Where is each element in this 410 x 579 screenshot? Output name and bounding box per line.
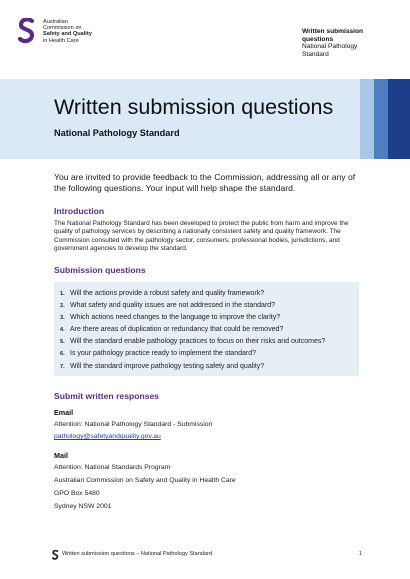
org-line: Safety and Quality bbox=[43, 31, 92, 38]
question-text: Which actions need changes to the language to improve the clarity? bbox=[70, 314, 281, 322]
banner-stripe-mid bbox=[374, 79, 388, 159]
email-attention: Attention: National Pathology Standard - Submission bbox=[54, 421, 213, 428]
question-item bbox=[60, 336, 325, 348]
question-item bbox=[60, 361, 325, 373]
introduction-text: The National Pathology Standard has been developed to protect the public from harm and improve the quality of pathology services by describing a nationally consistent safety and quality framework. The Commission consulted with the pathology sector, consumers, professional bodies, jurisdictions, and government agencies to develop the standard. bbox=[54, 220, 349, 253]
question-number: 6. bbox=[60, 351, 65, 358]
org-line: in Health Care bbox=[43, 37, 79, 44]
header-doc-title bbox=[302, 28, 363, 58]
mail-line: Attention: National Standards Program bbox=[54, 464, 171, 471]
question-item bbox=[60, 324, 325, 336]
question-number: 1. bbox=[60, 291, 65, 297]
question-text: What safety and quality issues are not addressed in the standard? bbox=[70, 302, 276, 310]
question-item bbox=[60, 312, 325, 324]
questions-box bbox=[54, 282, 359, 376]
header-title-line: Written submission bbox=[302, 28, 364, 35]
question-number: 7. bbox=[60, 363, 65, 370]
mail-line: Sydney NSW 2001 bbox=[54, 503, 112, 510]
question-item bbox=[60, 288, 325, 300]
org-name bbox=[43, 19, 92, 44]
mail-line: GPO Box 5480 bbox=[54, 490, 100, 497]
email-label: Email bbox=[54, 408, 74, 417]
question-number: 2. bbox=[60, 303, 65, 310]
question-text: Is your pathology practice ready to implement the standard? bbox=[70, 350, 256, 358]
mail-label: Mail bbox=[54, 451, 68, 460]
org-line: Australian bbox=[43, 19, 68, 25]
question-text: Are there areas of duplication or redundancy that could be removed? bbox=[70, 326, 284, 334]
questions-heading: Submission questions bbox=[54, 265, 146, 275]
mail-line: Australian Commission on Safety and Quality in Health Care bbox=[54, 477, 236, 484]
submit-heading: Submit written responses bbox=[54, 391, 160, 401]
question-number: 3. bbox=[60, 315, 65, 322]
question-item bbox=[60, 300, 325, 312]
question-text: Will the standard improve pathology testing safety and quality? bbox=[70, 362, 265, 370]
org-line: Commission on bbox=[43, 25, 82, 32]
header-sub-line: Standard bbox=[302, 50, 329, 58]
page-subtitle: National Pathology Standard bbox=[54, 128, 180, 138]
question-number: 4. bbox=[60, 327, 65, 334]
question-item bbox=[60, 348, 325, 360]
banner-stripe-dark bbox=[388, 79, 410, 159]
footer-logo-icon bbox=[52, 550, 59, 560]
intro-text: You are invited to provide feedback to the Commission, addressing all or any of the following questions. Your input will help shape the standard. bbox=[54, 172, 356, 193]
introduction-heading: Introduction bbox=[54, 206, 105, 216]
commission-logo bbox=[18, 18, 92, 44]
email-link[interactable]: pathology@safetyandquality.gov.au bbox=[54, 433, 161, 440]
banner-stripe-light bbox=[360, 79, 374, 159]
footer-text: Written submission questions – National Pathology Standard bbox=[62, 551, 213, 557]
page-number: 1 bbox=[358, 551, 362, 557]
question-number: 5. bbox=[60, 339, 65, 346]
commission-logo-icon bbox=[18, 18, 36, 44]
questions-list bbox=[60, 288, 325, 373]
header-title-line: questions bbox=[302, 35, 334, 43]
page-title: Written submission questions bbox=[54, 95, 334, 119]
header-sub-line: National Pathology bbox=[302, 43, 358, 51]
question-text: Will the actions provide a robust safety and quality framework? bbox=[70, 290, 265, 297]
question-text: Will the standard enable pathology practices to focus on their risks and outcomes? bbox=[70, 338, 326, 346]
